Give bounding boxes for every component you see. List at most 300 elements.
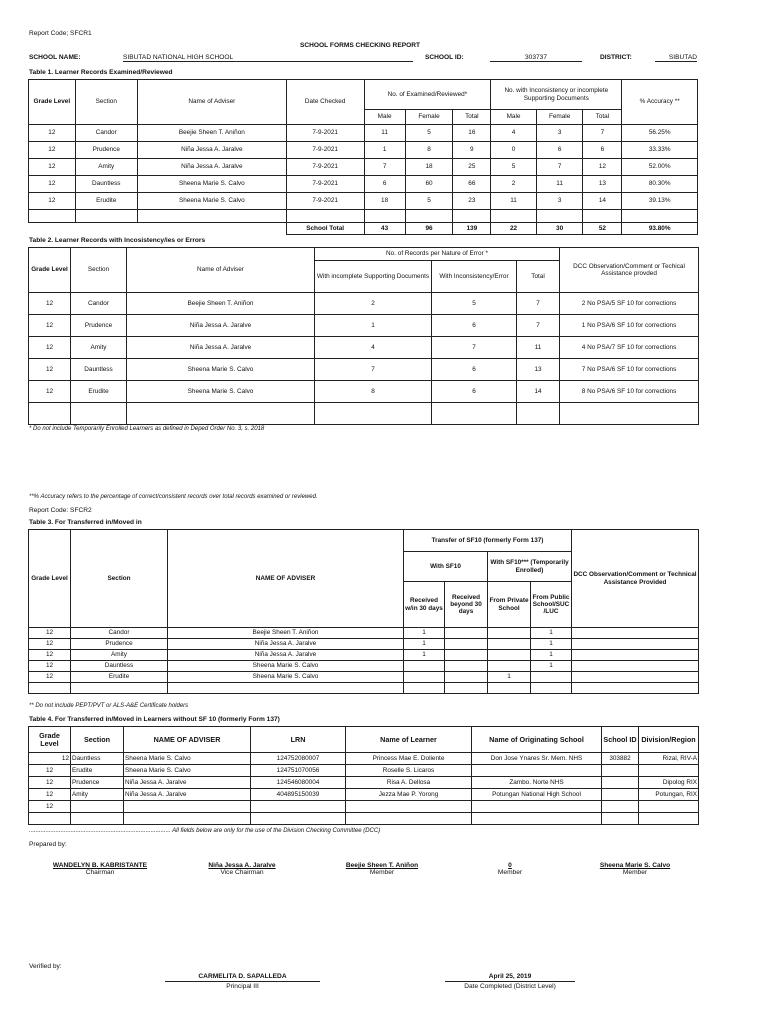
table-row: [29, 777, 699, 789]
cell: [488, 661, 531, 672]
table-row: [29, 628, 699, 639]
cell: 56.25%: [622, 125, 698, 142]
table-row: [29, 159, 698, 176]
cell: 7-9-2021: [286, 176, 364, 193]
cell: [71, 403, 127, 425]
dcc-line: ..................................................................................... All fields below are only for the use of the Division Checking Committee (DCC): [29, 828, 381, 834]
t2-h-grade: Grade Level: [29, 248, 71, 293]
cell: 96: [405, 223, 453, 235]
cell: Don Jose Ynares Sr. Mem. NHS: [472, 753, 602, 765]
cell: 11: [491, 193, 537, 210]
cell: 16: [453, 125, 491, 142]
cell: 1: [404, 639, 445, 650]
table-row: [29, 381, 699, 403]
cell: [472, 765, 602, 777]
cell: Sheena Marie S. Calvo: [168, 661, 404, 672]
table-row: [29, 337, 699, 359]
cell: Amity: [71, 789, 124, 801]
signatory-vice-chairman: [172, 862, 312, 876]
cell: 6: [432, 381, 517, 403]
cell: [583, 210, 622, 223]
cell: 1: [364, 142, 405, 159]
cell: [488, 650, 531, 661]
cell: [445, 650, 488, 661]
signatory-name: Beejie Sheen T. Aniñon: [345, 862, 419, 869]
cell: [71, 683, 168, 694]
cell: 7: [315, 359, 432, 381]
table-row: [29, 359, 699, 381]
cell: [531, 683, 572, 694]
t2-h-dcc: DCC Observation/Comment or Techical Assistance provded: [560, 248, 699, 293]
cell: Rizal, RIV-A: [639, 753, 699, 765]
verified-by-label: Verified by:: [29, 963, 62, 970]
table-row: [29, 176, 698, 193]
cell: 52.00%: [622, 159, 698, 176]
cell: 7 No PSA/6 SF 10 for corrections: [560, 359, 699, 381]
cell: [639, 765, 699, 777]
cell: [137, 223, 286, 235]
cell: Sheena Marie S. Calvo: [137, 176, 286, 193]
table-row: [29, 210, 698, 223]
cell: Candor: [75, 125, 137, 142]
signatory-role: Member: [497, 869, 523, 876]
cell: [572, 672, 699, 683]
cell: 6: [536, 142, 583, 159]
cell: 12: [29, 159, 76, 176]
signatory-role: Chairman: [85, 869, 115, 876]
cell: 8: [405, 142, 453, 159]
cell: 7-9-2021: [286, 142, 364, 159]
cell: [29, 813, 71, 825]
signatory-principal: [165, 973, 320, 990]
cell: Amity: [75, 159, 137, 176]
table-row: [29, 789, 699, 801]
cell: 14: [583, 193, 622, 210]
table3-footnote: ** Do not include PEPT/PVT or ALS-A&E Certificate holders: [29, 703, 189, 709]
cell: 12: [29, 337, 71, 359]
t1-h-female-2: Female: [536, 110, 583, 125]
table-row: [29, 315, 699, 337]
t2-h-incomplete: With incomplete Supporting Documents: [315, 261, 432, 293]
cell: 11: [364, 125, 405, 142]
cell: 39.13%: [622, 193, 698, 210]
cell: [488, 683, 531, 694]
cell: Dauntless: [71, 359, 127, 381]
table-row: [29, 753, 699, 765]
cell: [472, 813, 602, 825]
table-row: [29, 125, 698, 142]
cell: [137, 210, 286, 223]
cell: 7: [536, 159, 583, 176]
school-id-label: SCHOOL ID:: [425, 54, 464, 61]
table1: [28, 79, 698, 235]
cell: 7: [364, 159, 405, 176]
cell: 8 No PSA/6 SF 10 for corrections: [560, 381, 699, 403]
t1-h-date: Date Checked: [286, 80, 364, 125]
cell: Sheena Marie S. Calvo: [124, 753, 251, 765]
cell: 93.80%: [622, 223, 698, 235]
signatory-chairman: [30, 862, 170, 876]
cell: [315, 403, 432, 425]
signatory-name: WANDELYN B. KABRISTANTE: [52, 862, 148, 869]
table2-footnote: * Do not include Temporarily Enrolled Learners as defined in Deped Order No. 3, s. 2018: [29, 426, 265, 432]
table-row: [29, 403, 699, 425]
cell: Erudite: [75, 193, 137, 210]
cell: [346, 813, 472, 825]
school-name-label: SCHOOL NAME:: [29, 54, 81, 61]
date-completed-label: Date Completed (District Level): [464, 983, 556, 990]
t1-h-grade: Grade Level: [29, 80, 76, 125]
cell: Dauntless: [75, 176, 137, 193]
t1-h-adviser: Name of Adviser: [137, 80, 286, 125]
cell: 124546080004: [251, 777, 346, 789]
cell: [602, 813, 639, 825]
cell: [622, 210, 698, 223]
cell: 1: [404, 628, 445, 639]
t3-h-grade: Grade Level: [29, 530, 71, 628]
cell: 30: [536, 223, 583, 235]
cell: 7-9-2021: [286, 159, 364, 176]
table4-title: Table 4. For Transferred in/Moved in Learners without SF 10 (formerly Form 137): [29, 716, 280, 723]
cell: 2: [315, 293, 432, 315]
signatory-role: Member: [369, 869, 395, 876]
cell: Candor: [71, 293, 127, 315]
cell: [286, 210, 364, 223]
cell: 3: [536, 125, 583, 142]
t2-h-adviser: Name of Adviser: [127, 248, 315, 293]
cell: Sheena Marie S. Calvo: [137, 193, 286, 210]
cell: 2 No PSA/5 SF 10 for corrections: [560, 293, 699, 315]
t3-h-with-sf10-temp: With SF10*** (Temporarily Enrolled): [488, 552, 572, 582]
table-row: [29, 672, 699, 683]
t1-h-female: Female: [405, 110, 453, 125]
table-row: [29, 142, 698, 159]
cell: [488, 628, 531, 639]
cell: 80.30%: [622, 176, 698, 193]
table3-title: Table 3. For Transferred in/Moved in: [29, 519, 142, 526]
cell: Princess Mae E. Doliente: [346, 753, 472, 765]
cell: 2: [491, 176, 537, 193]
cell: Sheena Marie S. Calvo: [168, 672, 404, 683]
cell: [602, 765, 639, 777]
cell: Beejie Sheen T. Aniñon: [137, 125, 286, 142]
table-row: [29, 813, 699, 825]
cell: 12: [29, 672, 71, 683]
cell: 6: [583, 142, 622, 159]
cell: [404, 683, 445, 694]
cell: [445, 639, 488, 650]
signatory-name: 0: [508, 862, 512, 869]
signatory-member-2: [440, 862, 580, 876]
cell: 12: [29, 315, 71, 337]
cell: [572, 683, 699, 694]
table3: [28, 529, 699, 694]
cell: [445, 661, 488, 672]
cell: Beejie Sheen T. Aniñon: [168, 628, 404, 639]
t3-h-transfer: Transfer of SF10 (formerly Form 137): [404, 530, 572, 552]
t4-h-division: Division/Region: [639, 727, 699, 753]
table-row: [29, 683, 699, 694]
t4-h-school-id: School ID: [602, 727, 639, 753]
t4-h-school: Name of Originating School: [472, 727, 602, 753]
cell: 1: [531, 628, 572, 639]
t1-h-total-2: Total: [583, 110, 622, 125]
cell: 12: [29, 639, 71, 650]
cell: [75, 223, 137, 235]
cell: 4: [491, 125, 537, 142]
cell: 139: [453, 223, 491, 235]
cell: Prudence: [75, 142, 137, 159]
t4-h-lrn: LRN: [251, 727, 346, 753]
principal-name: CARMELITA D. SAPALLEDA: [165, 973, 320, 982]
cell: 6: [432, 359, 517, 381]
cell: Potungan National High School: [472, 789, 602, 801]
cell: [572, 650, 699, 661]
t3-h-section: Section: [71, 530, 168, 628]
cell: 1: [531, 639, 572, 650]
cell: Dauntless: [71, 753, 124, 765]
cell: Niña Jessa A. Jaralve: [124, 789, 251, 801]
t2-h-section: Section: [71, 248, 127, 293]
cell: [29, 210, 76, 223]
cell: 12: [29, 765, 71, 777]
cell: [404, 672, 445, 683]
cell: 5: [491, 159, 537, 176]
cell: [572, 628, 699, 639]
cell: 18: [405, 159, 453, 176]
table-row: [29, 193, 698, 210]
cell: Candor: [71, 628, 168, 639]
cell: [405, 210, 453, 223]
cell: 12: [29, 661, 71, 672]
cell: 8: [315, 381, 432, 403]
cell: Amity: [71, 337, 127, 359]
cell: 66: [453, 176, 491, 193]
date-completed-value: April 25, 2019: [445, 973, 575, 982]
cell: Erudite: [71, 672, 168, 683]
cell: [453, 210, 491, 223]
cell: Niña Jessa A. Jaralve: [127, 337, 315, 359]
cell: 12: [29, 293, 71, 315]
cell: [445, 672, 488, 683]
table4: [28, 726, 699, 825]
t1-h-inconsistency: No. with Inconsistency or incomplete Supporting Documents: [491, 80, 622, 110]
cell: 9: [453, 142, 491, 159]
prepared-by-label: Prepared by:: [29, 841, 67, 848]
table-row: [29, 650, 699, 661]
cell: 18: [364, 193, 405, 210]
cell: 25: [453, 159, 491, 176]
signatory-member-1: [312, 862, 452, 876]
cell: 4 No PSA/7 SF 10 for corrections: [560, 337, 699, 359]
t1-total-label: School Total: [286, 223, 364, 235]
t3-h-public: From Public School/SUC /LUC: [531, 582, 572, 628]
cell: [364, 210, 405, 223]
date-completed: [445, 973, 575, 990]
cell: 12: [29, 142, 76, 159]
cell: 7: [517, 293, 560, 315]
cell: [445, 683, 488, 694]
t3-h-private: From Private School: [488, 582, 531, 628]
cell: 52: [583, 223, 622, 235]
cell: [346, 801, 472, 813]
cell: 12: [29, 650, 71, 661]
table-row: [29, 639, 699, 650]
cell: 33.33%: [622, 142, 698, 159]
cell: [71, 813, 124, 825]
cell: Niña Jessa A. Jaralve: [168, 639, 404, 650]
signatory-role: Vice Chairman: [220, 869, 264, 876]
page-title: SCHOOL FORMS CHECKING REPORT: [300, 42, 421, 49]
principal-role: Principal III: [226, 983, 259, 990]
cell: 12: [29, 777, 71, 789]
cell: 124752080007: [251, 753, 346, 765]
t1-h-male-2: Male: [491, 110, 537, 125]
cell: 12: [583, 159, 622, 176]
cell: [445, 628, 488, 639]
cell: 1 No PSA/6 SF 10 for corrections: [560, 315, 699, 337]
cell: 12: [29, 125, 76, 142]
t1-h-section: Section: [75, 80, 137, 125]
cell: 3: [536, 193, 583, 210]
cell: 13: [583, 176, 622, 193]
cell: 22: [491, 223, 537, 235]
cell: 124751070056: [251, 765, 346, 777]
cell: 1: [488, 672, 531, 683]
cell: Sheena Marie S. Calvo: [127, 359, 315, 381]
cell: 5: [432, 293, 517, 315]
cell: Amity: [71, 650, 168, 661]
signatory-member-3: [565, 862, 705, 876]
table2: [28, 247, 699, 425]
t1-h-male: Male: [364, 110, 405, 125]
cell: 13: [517, 359, 560, 381]
table-row: [29, 765, 699, 777]
cell: Prudence: [71, 315, 127, 337]
cell: [602, 801, 639, 813]
cell: [531, 672, 572, 683]
cell: [168, 683, 404, 694]
cell: 14: [517, 381, 560, 403]
cell: 12: [29, 359, 71, 381]
cell: [29, 683, 71, 694]
table-row: [29, 661, 699, 672]
cell: Beejie Sheen T. Aniñon: [127, 293, 315, 315]
cell: [404, 661, 445, 672]
cell: 11: [536, 176, 583, 193]
cell: 12: [29, 176, 76, 193]
cell: [572, 639, 699, 650]
cell: 43: [364, 223, 405, 235]
cell: 7: [517, 315, 560, 337]
cell: [491, 210, 537, 223]
t2-h-nature: No. of Records per Nature of Error *: [315, 248, 560, 261]
cell: [29, 223, 76, 235]
cell: [127, 403, 315, 425]
table-row: [29, 801, 699, 813]
report-code: Report Code; SFCR1: [29, 30, 92, 37]
cell: 5: [405, 125, 453, 142]
cell: 7-9-2021: [286, 193, 364, 210]
cell: Potungan, RIX: [639, 789, 699, 801]
cell: Erudite: [71, 765, 124, 777]
cell: 5: [405, 193, 453, 210]
cell: 4: [315, 337, 432, 359]
cell: Sheena Marie S. Calvo: [127, 381, 315, 403]
cell: Erudite: [71, 381, 127, 403]
t3-h-adviser: NAME OF ADVISER: [168, 530, 404, 628]
cell: [488, 639, 531, 650]
cell: Dauntless: [71, 661, 168, 672]
t4-h-grade: Grade Level: [29, 727, 71, 753]
cell: 12: [29, 193, 76, 210]
cell: Niña Jessa A. Jaralve: [127, 315, 315, 337]
cell: Prudence: [71, 639, 168, 650]
cell: [572, 661, 699, 672]
cell: 6: [364, 176, 405, 193]
cell: Zambo. Norte NHS: [472, 777, 602, 789]
cell: 7: [432, 337, 517, 359]
signatory-name: Sheena Marie S. Calvo: [599, 862, 671, 869]
t2-h-inconsistency: With Inconsistency/Error: [432, 261, 517, 293]
cell: [29, 403, 71, 425]
t1-h-total: Total: [453, 110, 491, 125]
t1-h-accuracy: % Accuracy **: [622, 80, 698, 125]
cell: [602, 777, 639, 789]
cell: Risa A. Dellosa: [346, 777, 472, 789]
table2-title: Table 2. Learner Records with Incosistency/ies or Errors: [29, 237, 206, 244]
cell: 12: [29, 789, 71, 801]
district: SIBUTAD: [655, 54, 697, 62]
cell: [251, 801, 346, 813]
cell: [251, 813, 346, 825]
cell: Niña Jessa A. Jaralve: [124, 777, 251, 789]
cell: Prudence: [71, 777, 124, 789]
cell: 7: [583, 125, 622, 142]
cell: 1: [531, 661, 572, 672]
cell: [124, 813, 251, 825]
cell: 0: [491, 142, 537, 159]
report-code-2: Report Code: SFCR2: [29, 507, 92, 514]
cell: Niña Jessa A. Jaralve: [137, 142, 286, 159]
t3-h-within30: Received w/in 30 days: [404, 582, 445, 628]
cell: 404895150039: [251, 789, 346, 801]
t4-h-section: Section: [71, 727, 124, 753]
accuracy-note: **% Accuracy refers to the percentage of correct/consistent records over total records examined or reviewed.: [29, 494, 318, 500]
cell: [602, 789, 639, 801]
cell: [639, 813, 699, 825]
cell: 6: [432, 315, 517, 337]
cell: [432, 403, 517, 425]
cell: Niña Jessa A. Jaralve: [168, 650, 404, 661]
cell: Jezza Mae P. Yorong: [346, 789, 472, 801]
cell: Niña Jessa A. Jaralve: [137, 159, 286, 176]
cell: [71, 801, 124, 813]
t3-h-with-sf10: With SF10: [404, 552, 488, 582]
t4-h-learner: Name of Learner: [346, 727, 472, 753]
t3-h-dcc: DCC Observation/Comment or Technical Assistance Provided: [572, 530, 699, 628]
signatory-name: Niña Jessa A. Jaralve: [208, 862, 276, 869]
district-label: DISTRICT:: [600, 54, 632, 61]
table-row: [29, 293, 699, 315]
cell: [536, 210, 583, 223]
cell: 12: [29, 628, 71, 639]
cell: 1: [404, 650, 445, 661]
signatory-role: Member: [622, 869, 648, 876]
cell: Roselle S. Licaros: [346, 765, 472, 777]
total-row: [29, 223, 698, 235]
cell: 303882: [602, 753, 639, 765]
